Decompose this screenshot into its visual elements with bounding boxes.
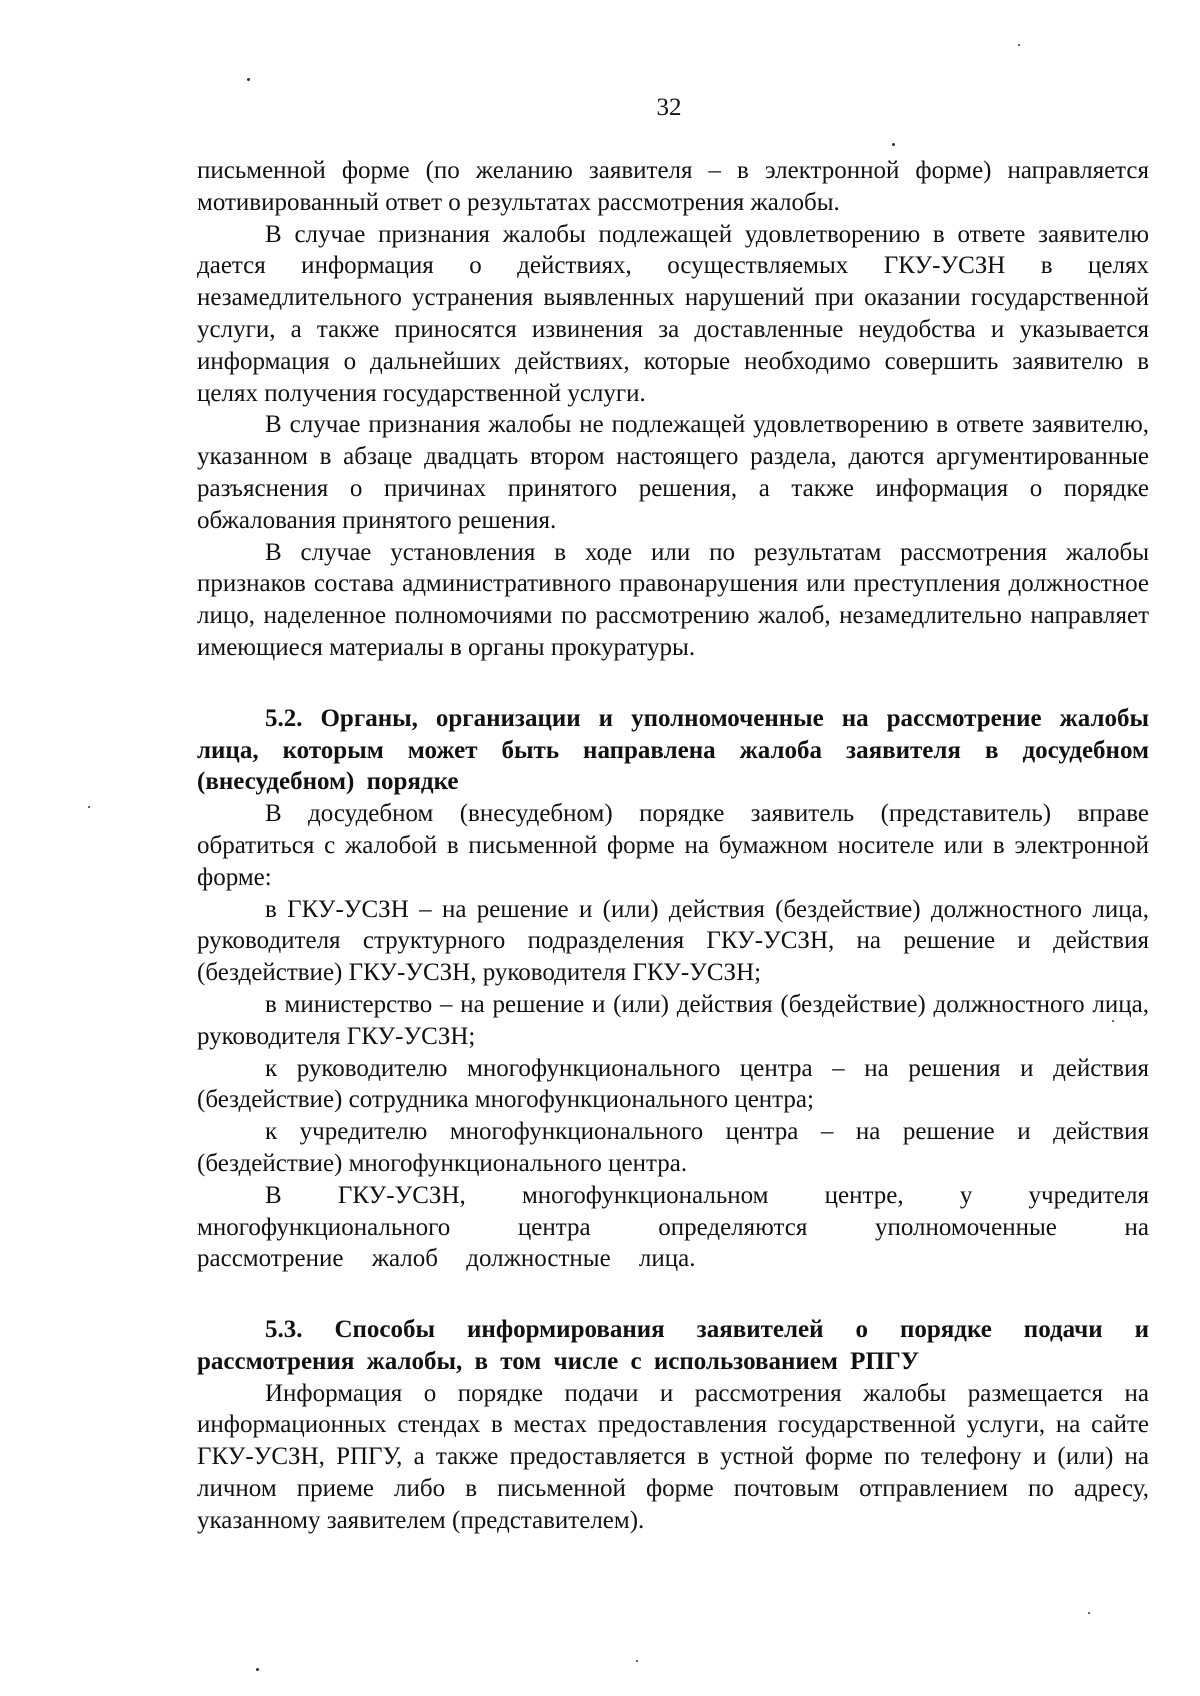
paragraph-intro-2: В случае признания жалобы подлежащей удовлетворению в ответе заявителю дается информация о действиях, осуществляемых ГКУ-УСЗН в целях незамедлительного устранения выявленных нарушений при оказании государственной услуги, а также приносятся извинения за доставленные неудобства и указывается информация о дальнейших действиях, которые необходимо совершить заявителю в целях получения государственной услуги. [197,220,1149,407]
paragraph-intro-3: В случае признания жалобы не подлежащей удовлетворению в ответе заявителю, указанном в абзаце двадцать втором настоящего раздела, даются аргументированные разъяснения о причинах принятого решения, а также информация о порядке обжалования принятого решения. [197,411,1149,534]
scan-speck [636,1660,638,1662]
scan-speck [1018,44,1020,46]
section-5-2-paragraph-4: к руководителю многофункционального центра – на решения и действия (бездействие) сотрудника многофункционального центра; [197,1054,1149,1114]
section-spacer [197,1275,1149,1314]
section-5-2-paragraph-6: В ГКУ-УСЗН, многофункциональном центре, у учредителя многофункционального центра определяются уполномоченные на рассмотрение жалоб должностные лица. [197,1181,1149,1273]
section-5-3-heading: 5.3. Способы информирования заявителей о порядке подачи и рассмотрения жалобы, в том числе с использованием РПГУ [197,1316,1149,1375]
scan-speck [892,143,895,146]
scan-speck [256,1668,259,1671]
paragraph-intro-1: письменной форме (по желанию заявителя – в электронной форме) направляется мотивированный ответ о результатах рассмотрения жалобы. [197,157,1149,216]
scan-speck [1088,1612,1090,1614]
section-5-2-paragraph-1: В досудебном (внесудебном) порядке заявитель (представитель) вправе обратиться с жалобой в письменной форме на бумажном носителе или в электронной форме: [197,800,1149,891]
section-5-2-paragraph-3: в министерство – на решение и (или) действия (бездействие) должностного лица, руководителя ГКУ-УСЗН; [197,990,1149,1050]
section-spacer [197,664,1149,703]
scan-speck [1112,1020,1114,1022]
page-number: 32 [656,94,682,121]
paragraph-intro-4: В случае установления в ходе или по результатам рассмотрения жалобы признаков состава административного правонарушения или преступления должностное лицо, наделенное полномочиями по рассмотрению жалоб, незамедлительно направляет имеющиеся материалы в органы прокуратуры. [197,538,1149,661]
section-5-3-paragraph-1: Информация о порядке подачи и рассмотрения жалобы размещается на информационных стендах в местах предоставления государственной услуги, на сайте ГКУ-УСЗН, РПГУ, а также предоставляется в устной форме по телефону и (или) на личном приеме либо в письменной форме почтовым отправлением по адресу, указанному заявителем (представителем). [197,1379,1149,1534]
section-5-2-heading: 5.2. Органы, организации и уполномоченные на рассмотрение жалобы лица, которым может быть направлена жалоба заявителя в досудебном (внесудебном) порядке [197,704,1149,796]
section-5-2-paragraph-2: в ГКУ-УСЗН – на решение и (или) действия (бездействие) должностного лица, руководителя структурного подразделения ГКУ-УСЗН, на решение и действия (бездействие) ГКУ-УСЗН, руководителя ГКУ-УСЗН; [197,895,1149,987]
section-5-2-paragraph-5: к учредителю многофункционального центра – на решение и действия (бездействие) многофункционального центра. [197,1118,1149,1177]
scan-speck [88,806,90,808]
document-body [197,155,1149,1537]
scan-speck [247,78,250,81]
